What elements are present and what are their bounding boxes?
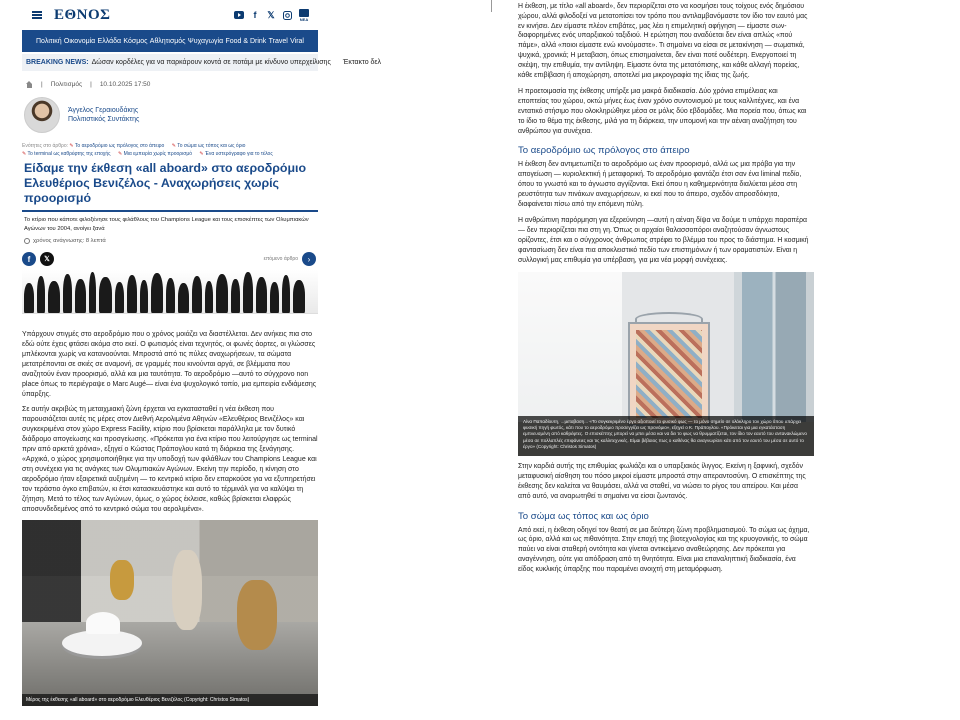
section-heading-2: Το σώμα ως τόπος και ως όριο (518, 510, 649, 522)
nav-item-psyxagogia[interactable]: Ψυχαγωγία (187, 37, 224, 45)
silhouette-figure (24, 283, 34, 313)
section-link-2[interactable]: ✎ Το σώμα ως τόπος και ως όριο (172, 143, 246, 149)
section-link-4[interactable]: ✎ Μια εμπειρία χωρίς προορισμό (118, 151, 192, 157)
window-separator (488, 0, 496, 14)
silhouette-figure (192, 276, 202, 313)
section-link-5[interactable]: ✎ Ένα υστερόγραφο για το τέλος (199, 151, 272, 157)
x-share-icon[interactable]: 𝕏 (40, 252, 54, 266)
exhibition-photo[interactable] (22, 520, 318, 706)
nav-item-oikonomia[interactable]: Οικονομία (63, 37, 96, 45)
nav-item-viral[interactable]: Viral (290, 37, 304, 45)
clock-icon (24, 238, 30, 244)
silhouette-figure (205, 281, 213, 313)
main-nav (22, 30, 318, 52)
paragraph: Στην καρδιά αυτής της επιθυμίας φωλιάζει και ο υπαρξιακός ίλιγγος. Εκείνη η ξαφνική, σχεδόν μεταφυσική αίσθηση του πόσο μικροί είμαστε μπροστά στην απεραντοσύνη. Ο επισκέπτης της έκθεσης δεν καλείται να θαυμάσει, αλλά να σταθεί, να νιώσει το ρίγος του απείρου. Και μέσα από αυτό, να αναρωτηθεί τι σημαίνει να είσαι ζωντανός. (518, 463, 806, 500)
silhouette-figure (166, 278, 175, 313)
home-icon[interactable] (26, 81, 33, 88)
nav-item-ellada[interactable]: Ελλάδα (97, 37, 122, 45)
paragraph: Η έκθεση, με τίτλο «all aboard», δεν περιορίζεται στο να κοσμήσει τους τοίχους ενός δημόσιου χώρου, αλλά φιλοδοξεί να μετατοπίσει τον τρόπο που αντιλαμβανόμαστε τον ίδιο τον εαυτό μας εν κινήσει. Δεν είμαστε πλέον επιβάτες, μας λέει η επιμελητική αφήγηση — είμαστε σων-διαφορημένες ενός υπαρξιακού ταξιδιού. Η ερώτηση που αναδύεται δεν είναι απλώς «πού πάμε», αλλά «ποιοι είμαστε ενώ κινούμαστε». Τι σημαίνει να είσαι σε μετακίνηση — σωματικά, ψυχικά, χρονικά; Η μεταβαση, όπως επισημαίνεται, δεν είναι ποτέ ουδέτερη. Ενεργοποιεί τη σκέψη, την επιθυμία, την αντίληψη. Είμαστε όντα της μετατόπισης, και κάθε αλλαγή πορείας, κάθε επιβίβαση ή αποχώρηση, αποτελεί μια μικρογραφία της ίδιας της ζωής. (518, 3, 808, 79)
right-column (518, 0, 810, 720)
site-logo[interactable]: ΕΘΝΟΣ (54, 6, 111, 23)
breadcrumb: | Πολιτισμός | 10.10.2025 17:50 (22, 75, 318, 93)
breaking-news-bar (22, 54, 382, 71)
share-row (22, 252, 318, 266)
nea-icon[interactable] (298, 9, 310, 22)
silhouette-figure (216, 274, 228, 313)
instagram-icon[interactable] (282, 10, 292, 20)
paragraph: Σε αυτήν ακριβώς τη μεταιχμιακή ζώνη έρχεται να εγκατασταθεί η νέα έκθεση που παρουσιάζεται αυτές τις μέρες στον Διεθνή Αερολιμένα Αθηνών «Ελευθέριος Βενιζέλος» και συγκεκριμένα στον χώρο Express Facility, κτίριο που βρίσκεται παράλληλα με τον δυτικό διάδρομο απογείωσης και προσγείωσης. «Πρόκειται για ένα κτίριο που λειτούργησε ως terminal πριν από αρκετά χρόνια», εξηγεί ο Κώστας Πράπογλου κατά τη διάρκεια της ξενάγησης. «Αρχικά, ο χώρος χρησιμοποιήθηκε για την υποδοχή των φιλάθλων του Champions League και στη συνέχεια για τις ανάγκες των Ολυμπιακών Αγώνων. Εκείνη την περίοδο, η κίνηση στο αεροδρόμιο ήταν εξαιρετικά αυξημένη — το κεντρικό κτίριο δεν επαρκούσε για να εξυπηρετήσει τον τεράστιο όγκο επιβατών, κι έτσι κατασκευάστηκε και αυτό το τέρμινάλ για να καλύψει τη ζήτηση. Μετά το τέλος των Αγώνων, όμως, ο χώρος έκλεισε, καθώς βρίσκεται ελαφρώς αποσυνδεδεμένος από το κεντρικό σώμα του αερολιμένα». (22, 406, 318, 514)
article-body-left (22, 330, 318, 515)
silhouette-figure (270, 282, 279, 313)
nea-label: ΝΕΑ (299, 16, 309, 22)
publish-date: 10.10.2025 17:50 (99, 80, 151, 88)
photo-caption: Λίνα Παπαδίουτη, ...μεταβαση... «Το συγκεκριμένο έργο αξιοποιεί το φυσικό φως — το μόνο σημείο σε ολόκληρο τον χώρο όπου υπάρχει φυσική πηγή φωτός, κάτι που το αεροδρόμιο προσεγγίζει ως προνόμιο», εξηγεί ο Κ. Πράπογλου. «Πρόκειται για μια εγκατάσταση εμπνευσμένη από καθρέφτες. Ο επισκέπτης μπορεί να μπει μέσα και να δει το φως να θρυμματίζεται, τον ίδιο τον εαυτό του αντανακλώμενο μέσα σε πολλαπλές επιφάνειες και τις καλλιτεχνικές. Είμαι βέβαιος πως ο καθένας θα αναγνωρίσει κάτι από τον εαυτό του μέσα σε αυτό το έργο» (Copyright: Christos Simatos) (518, 416, 814, 456)
left-column (22, 0, 382, 720)
article-sections (22, 143, 318, 158)
author-block (22, 93, 318, 137)
nav-item-athlitismos[interactable]: Αθλητισμός (149, 37, 186, 45)
silhouette-figure (63, 274, 72, 313)
paragraph: Υπάρχουν στιγμές στο αεροδρόμιο που ο χρόνος μοιάζει να διαστέλλεται. Δεν ανήκεις πια στο εδώ ούτε έχεις φτάσει ακόμα στο εκεί. Ο φωτισμός είναι τεχνητός, οι φωνές άορτες, οι γλώσσες μπλέκονται χωρίς να κατανοούνται. Μπροστά από τις πύλες αναχωρήσεων, τα σώματα μετατρέπονται σε σκιές σε αναμονή, σε γραμμές που κινούνται αργά, σε βλέμματα που αναζητούν έναν προορισμό, αλλά και μια ταυτότητα. Το αεροδρόμιο —αυτό το σύγχρονο non place όπως το περιέγραψε ο Marc Augé— είναι ένα ψυχολογικό τοπίο, μια εμπειρία ενδιάμεσης ύπαρξης. (22, 331, 317, 399)
section-link-3[interactable]: ✎ Το terminal ως καθρέφτης της εποχής (22, 151, 111, 157)
author-avatar[interactable] (24, 97, 60, 133)
nav-item-kosmos[interactable]: Κόσμος (123, 37, 148, 45)
hero-image (22, 270, 318, 314)
breaking-headline[interactable]: Δώσαν κορδέλες για να παρκάρουν κοντά σε ποτάμι με κίνδυνο υπερχείλισης (91, 59, 331, 66)
nav-item-food-drink[interactable]: Food & Drink (225, 37, 267, 45)
next-article-arrow-icon[interactable]: › (302, 252, 316, 266)
silhouette-figure (243, 272, 253, 313)
silhouette-figure (151, 273, 163, 313)
youtube-icon[interactable] (234, 10, 244, 20)
breaking-headline-2[interactable]: Έκτακτο δελ (339, 57, 385, 68)
author-role: Πολιτιστικός Συντάκτης (68, 116, 140, 123)
breaking-label: BREAKING NEWS: (26, 59, 89, 66)
facebook-icon[interactable]: f (253, 10, 257, 20)
social-icons (234, 9, 310, 22)
section-link-1[interactable]: ✎ Το αεροδρόμιο ως πρόλογος στο άπειρο (69, 143, 164, 149)
silhouette-figure (48, 281, 60, 313)
silhouette-figure (178, 283, 189, 313)
article-subtitle: Το κτίριο που κάποτε φιλοξένησε τους φιλάθλους του Champions League και τους επισκέπτες των Ολυμπιακών Αγώνων του 2004, ανοίγει ξανά (24, 217, 309, 232)
x-icon[interactable]: 𝕏 (267, 9, 275, 20)
paragraph: Από εκεί, η έκθεση οδηγεί τον θεατή σε μια δεύτερη ζώνη προβληματισμού. Το σώμα ως όχημα, ως όριο, αλλά και ως πιθανότητα. Στην εποχή της βιοτεχνολογίας και της κρυογονικής, το σώμα παύει να είναι σταθερή οντότητα και γίνεται αντικείμενο αναθεώρησης. Δεν πρόκειται για αναγέννηση, ούτε για απόδραση από τη θνητότητα. Είναι μια επαναληπτική διαδικασία, ένα είδος κυκλικής ύπαρξης που παραμένει ανοιχτή στη μεταμόρφωση. (518, 526, 810, 573)
silhouette-figure (256, 277, 267, 313)
silhouette-figure (231, 279, 240, 313)
section-heading-1: Το αεροδρόμιο ως πρόλογος στο άπειρο (518, 145, 690, 157)
menu-icon[interactable] (32, 11, 42, 19)
site-header (22, 0, 318, 30)
nav-item-politiki[interactable]: Πολιτική (36, 37, 62, 45)
paragraph: Η προετοιμασία της έκθεσης υπήρξε μια μακρά διαδικασία. Δύο χρόνια επιμέλειας και εποπτείας του χώρου, οκτώ μήνες έως έναν χρόνο συντονισμού με τους καλλιτέχνες, και ένα εντατικό στήσιμο που ολοκληρώθηκε μέσα σε μόλις δύο εβδομάδες. Μια πορεία που, όπως και το ίδιο το θέμα της έκθεσης, μιλά για τη διάρκεια, την υπομονή και την αέναη αναζήτηση του ανθρώπου για συνέχεια. (518, 88, 807, 135)
article-title: Είδαμε την έκθεση «all aboard» στο αεροδρόμιο Ελευθέριος Βενιζέλος - Αναχωρήσεις χωρίς προορισμό (24, 161, 307, 206)
facebook-share-icon[interactable]: f (22, 252, 36, 266)
read-time (22, 238, 318, 244)
silhouette-figure (75, 279, 86, 313)
silhouette-figure (127, 275, 137, 313)
photo-caption: Μέρος της έκθεσης «all aboard» στο αεροδρόμιο Ελευθέριος Βενιζέλος (Copyright: Christos Simatos) (22, 694, 318, 706)
next-article-label: επόμενο άρθρο (263, 256, 298, 263)
silhouette-figure (99, 277, 112, 313)
silhouette-figure (282, 275, 290, 313)
silhouette-figure (293, 280, 305, 313)
title-divider (22, 210, 318, 212)
silhouette-figure (115, 282, 124, 313)
silhouette-figure (140, 280, 148, 313)
paragraph: Η έκθεση δεν αντιμετωπίζει το αεροδρόμιο ως έναν προορισμό, αλλά ως μια πρόβα για την απογείωση — κυριολεκτική ή μεταφορική. Το αεροδρόμιο φαντάζει έτσι σαν ένα liminal πεδίο, όπου το γνωστό και το άγνωστο αγγίζονται. Εκεί όπου η καθημερινότητα διαλύεται μέσα στη ρευστότητα των πινάκων αναχωρήσεων, κι εκεί που το άπειρο, σχεδόν απροσδόκητα, διαφαίνεται πίσω από την επόμενη πύλη. (518, 161, 802, 208)
breadcrumb-section[interactable]: Πολιτισμός (50, 80, 83, 88)
read-time-text: χρόνος ανάγνωσης: 8 λεπτά (33, 238, 106, 245)
author-name[interactable]: Άγγελος Γεραιουδάκης (68, 106, 139, 114)
article-body-right (518, 0, 810, 575)
sections-label: Ενότητες στο άρθρο: (22, 143, 68, 149)
silhouette-figure (89, 272, 96, 313)
silhouette-figure (37, 276, 45, 313)
paragraph: Η ανθρώπινη παρόρμηση για εξερεύνηση —αυτή η αέναη δίψα να δούμε τι υπάρχει παραπέρα— δεν περιορίζεται πια στη γη. Όπως οι αρχαίοι θαλασσοπόροι αναζητούσαν άγνωστους ορίζοντες, έτσι και ο σύγχρονος άνθρωπος στρέφει το βλέμμα του προς το διάστημα. Η κοσμική φαντασίωση δεν είναι πια αποκλειστικό πεδίο των επιστημόνων ή των οραματιστών. Είναι η συλλογική μας επιθυμία για υπέρβαση, για μια νέα μορφή συνέχειας. (518, 217, 809, 264)
nav-item-travel[interactable]: Travel (268, 37, 288, 45)
installation-photo[interactable] (518, 272, 814, 456)
